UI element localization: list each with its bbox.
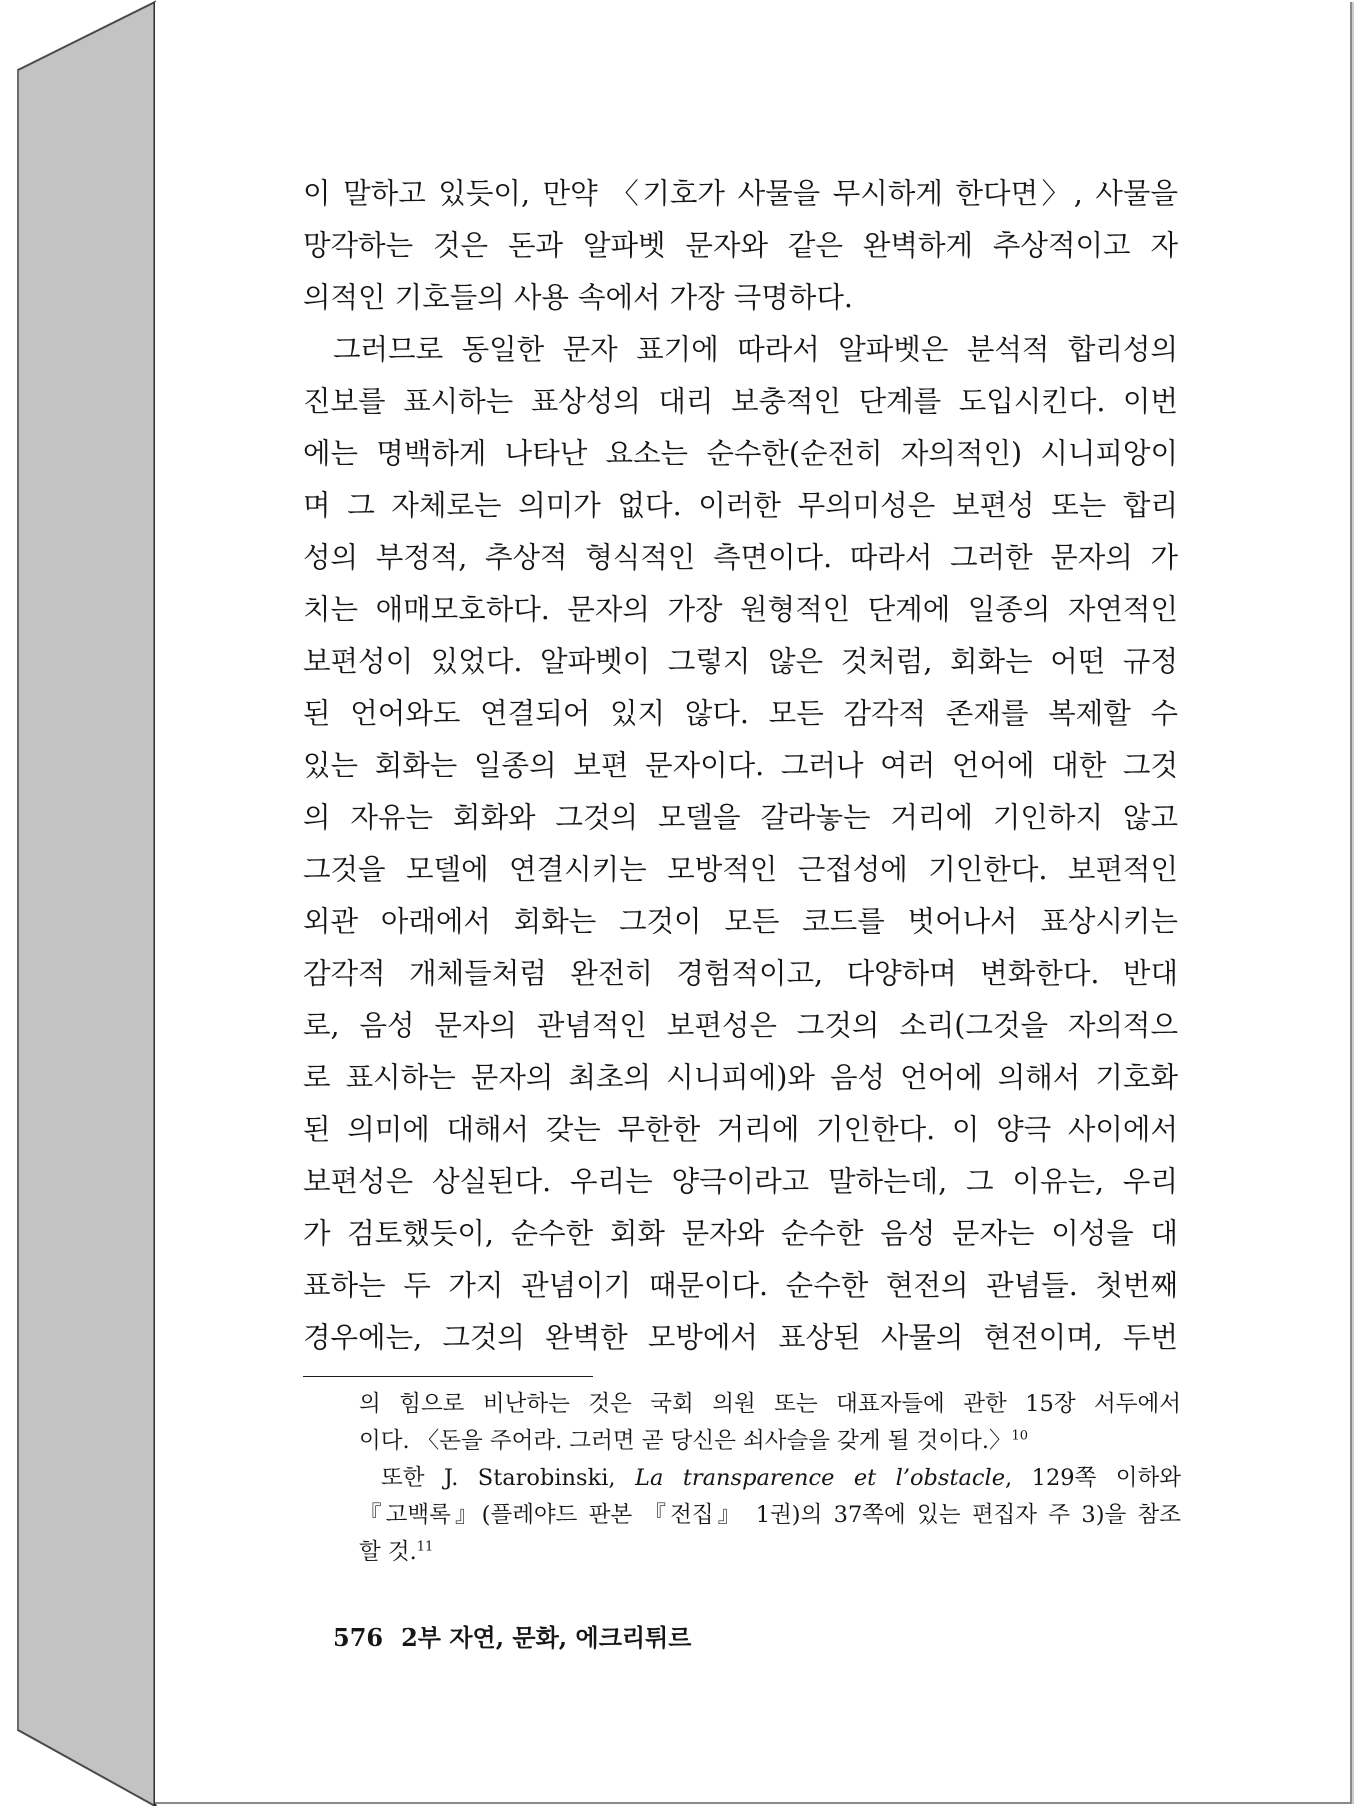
text-line: 된 의미에 대해서 갖는 무한한 거리에 기인한다. 이 양극 사이에서 bbox=[303, 1113, 1178, 1146]
text-line: 가 검토했듯이, 순수한 회화 문자와 순수한 음성 문자는 이성을 대 bbox=[303, 1217, 1178, 1250]
text-line: 외관 아래에서 회화는 그것이 모든 코드를 벗어나서 표상시키는 bbox=[303, 905, 1178, 938]
text-line: 표하는 두 가지 관념이기 때문이다. 순수한 현전의 관념들. 첫번째 bbox=[303, 1269, 1178, 1302]
text-line: 보편성은 상실된다. 우리는 양극이라고 말하는데, 그 이유는, 우리 bbox=[303, 1165, 1178, 1198]
page-footer bbox=[333, 1620, 691, 1656]
footnote-line: 『고백록』(플레야드 판본 『전집』 1권)의 37쪽에 있는 편집자 주 3)을 참조 bbox=[359, 1502, 1181, 1528]
footnote-line bbox=[359, 1423, 1181, 1460]
text-line: 보편성이 있었다. 알파벳이 그렇지 않은 것처럼, 회화는 어떤 규정 bbox=[303, 645, 1178, 678]
text-line: 망각하는 것은 돈과 알파벳 문자와 같은 완벽하게 추상적이고 자 bbox=[303, 229, 1178, 262]
footnote-text: , 129쪽 이하와 bbox=[1005, 1465, 1181, 1491]
page-number: 576 bbox=[333, 1623, 384, 1652]
text-line: 에는 명백하게 나타난 요소는 순수한(순전히 자의적인) 시니피앙이 bbox=[303, 437, 1178, 470]
footnote-line bbox=[359, 1460, 1181, 1497]
paragraph-2 bbox=[303, 324, 1178, 1364]
text-line: 치는 애매모호하다. 문자의 가장 원형적인 단계에 일종의 자연적인 bbox=[303, 593, 1178, 626]
book-title-italic: La transparence et l’obstacle bbox=[635, 1465, 1006, 1491]
footnote-ref-11: 11 bbox=[416, 1539, 434, 1555]
running-head: 2부 자연, 문화, 에크리튀르 bbox=[401, 1623, 692, 1652]
footnote-line: 의 힘으로 비난하는 것은 국회 의원 또는 대표자들에 관한 15장 서두에서 bbox=[359, 1391, 1181, 1417]
text-line: 있는 회화는 일종의 보편 문자이다. 그러나 여러 언어에 대한 그것 bbox=[303, 749, 1178, 782]
page bbox=[155, 2, 1352, 1804]
text-line: 의 자유는 회화와 그것의 모델을 갈라놓는 거리에 기인하지 않고 bbox=[303, 801, 1178, 834]
text-line: 의적인 기호들의 사용 속에서 가장 극명하다. bbox=[303, 281, 853, 314]
footnote-a bbox=[359, 1386, 1181, 1460]
footnote-line bbox=[359, 1534, 1181, 1571]
text-line: 로 표시하는 문자의 최초의 시니피에)와 음성 언어에 의해서 기호화 bbox=[303, 1061, 1178, 1094]
text-line: 로, 음성 문자의 관념적인 보편성은 그것의 소리(그것을 자의적으 bbox=[303, 1009, 1178, 1042]
footnote-b bbox=[359, 1460, 1181, 1571]
footnote-text: 또한 J. Starobinski, bbox=[381, 1465, 636, 1491]
text-line: 며 그 자체로는 의미가 없다. 이러한 무의미성은 보편성 또는 합리 bbox=[303, 489, 1178, 522]
text-line: 그러므로 동일한 문자 표기에 따라서 알파벳은 분석적 합리성의 bbox=[333, 333, 1178, 366]
footnote-text: 할 것. bbox=[359, 1539, 417, 1565]
text-line: 그것을 모델에 연결시키는 모방적인 근접성에 기인한다. 보편적인 bbox=[303, 853, 1178, 886]
text-line: 이 말하고 있듯이, 만약 〈기호가 사물을 무시하게 한다면〉, 사물을 bbox=[303, 177, 1178, 210]
text-line: 진보를 표시하는 표상성의 대리 보충적인 단계를 도입시킨다. 이번 bbox=[303, 385, 1178, 418]
footnote-ref-10: 10 bbox=[1011, 1428, 1029, 1444]
text-line: 경우에는, 그것의 완벽한 모방에서 표상된 사물의 현전이며, 두번 bbox=[303, 1321, 1178, 1354]
text-line: 된 언어와도 연결되어 있지 않다. 모든 감각적 존재를 복제할 수 bbox=[303, 697, 1178, 730]
paragraph-1 bbox=[303, 168, 1178, 324]
text-line: 성의 부정적, 추상적 형식적인 측면이다. 따라서 그러한 문자의 가 bbox=[303, 541, 1178, 574]
footnote-divider bbox=[303, 1376, 593, 1377]
text-line: 감각적 개체들처럼 완전히 경험적이고, 다양하며 변화한다. 반대 bbox=[303, 957, 1178, 990]
footnote-text: 이다. 〈돈을 주어라. 그러면 곧 당신은 쇠사슬을 갖게 될 것이다.〉 bbox=[359, 1428, 1012, 1454]
